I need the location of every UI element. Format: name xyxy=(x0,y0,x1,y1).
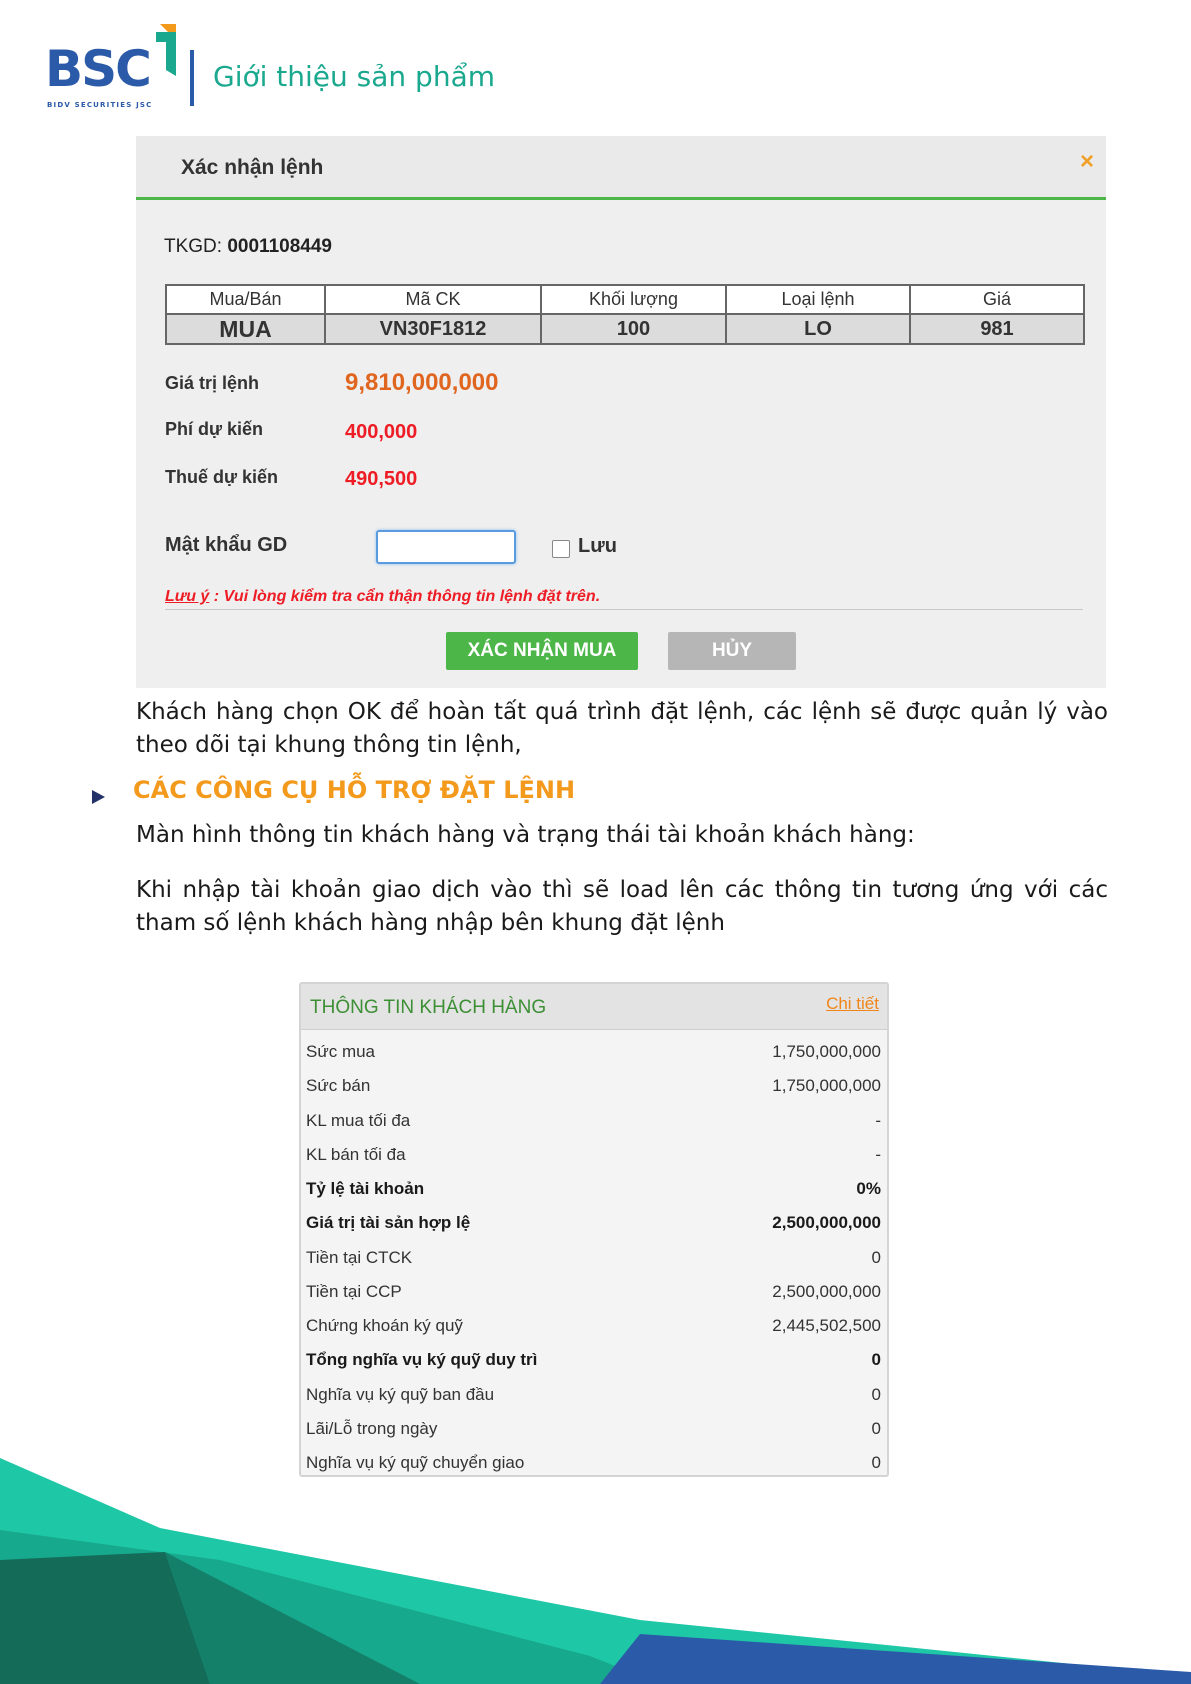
dialog-title: Xác nhận lệnh xyxy=(181,156,324,179)
list-item-value: 1,750,000,000 xyxy=(772,1076,881,1096)
tax-label: Thuế dự kiến xyxy=(165,467,279,487)
list-item-value: 2,500,000,000 xyxy=(772,1213,881,1233)
paragraph-order-complete: Khách hàng chọn OK để hoàn tất quá trình đặt lệnh, các lệnh sẽ được quản lý vào theo dõi tại khung thông tin lệnh, xyxy=(136,699,1108,758)
list-item-label: Nghĩa vụ ký quỹ ban đầu xyxy=(306,1384,495,1404)
cell-symbol: VN30F1812 xyxy=(325,314,541,344)
panel-title: THÔNG TIN KHÁCH HÀNG xyxy=(310,997,547,1018)
fee-value: 400,000 xyxy=(345,421,418,443)
detail-link[interactable]: Chi tiết xyxy=(826,994,879,1013)
list-item-label: Chứng khoán ký quỹ xyxy=(306,1316,463,1335)
col-header-side: Mua/Bán xyxy=(166,285,325,314)
confirm-buy-button[interactable]: XÁC NHẬN MUA xyxy=(446,632,638,670)
fee-label: Phí dự kiến xyxy=(165,419,264,439)
account-info xyxy=(164,236,332,258)
dialog-header xyxy=(136,136,1106,200)
logo-text: BSC xyxy=(45,40,150,98)
list-item-label: Tổng nghĩa vụ ký quỹ duy trì xyxy=(306,1350,538,1370)
list-item-value: - xyxy=(875,1110,881,1130)
table-header-row xyxy=(166,285,1084,314)
list-item xyxy=(301,1344,887,1378)
list-item-value: 0 xyxy=(871,1418,881,1438)
list-item-label: KL mua tối đa xyxy=(306,1110,411,1130)
cell-quantity: 100 xyxy=(541,314,726,344)
order-confirm-dialog xyxy=(136,136,1106,688)
bsc-logo-mark-icon xyxy=(150,24,182,76)
list-item xyxy=(301,1173,887,1207)
cell-side: MUA xyxy=(166,314,325,344)
list-item-label: Giá trị tài sản hợp lệ xyxy=(306,1213,471,1233)
list-item-label: Tiền tại CTCK xyxy=(306,1247,413,1267)
tax-value: 490,500 xyxy=(345,468,418,490)
list-item xyxy=(301,1070,887,1104)
list-item-value: 2,445,502,500 xyxy=(772,1316,881,1335)
list-item-label: Tỷ lệ tài khoản xyxy=(306,1179,425,1198)
save-password-checkbox[interactable] xyxy=(552,540,570,558)
list-item-label: Tiền tại CCP xyxy=(306,1281,402,1301)
list-item xyxy=(301,1207,887,1241)
cancel-button[interactable]: HỦY xyxy=(668,632,796,670)
paragraph-account-load: Khi nhập tài khoản giao dịch vào thì sẽ load lên các thông tin tương ứng với các tham số lệnh khách hàng nhập bên khung đặt lệnh xyxy=(136,877,1108,936)
table-row xyxy=(166,314,1084,344)
list-item-label: Sức mua xyxy=(306,1042,376,1061)
close-icon[interactable]: × xyxy=(1079,148,1094,175)
list-item-value: 0% xyxy=(856,1179,881,1198)
col-header-symbol: Mã CK xyxy=(325,285,541,314)
list-item-label: Nghĩa vụ ký quỹ chuyển giao xyxy=(306,1453,525,1472)
list-item xyxy=(301,1379,887,1413)
paragraph-customer-screen: Màn hình thông tin khách hàng và trạng thái tài khoản khách hàng: xyxy=(136,822,915,848)
password-label: Mật khẩu GD xyxy=(165,534,288,556)
col-header-quantity: Khối lượng xyxy=(541,285,726,314)
list-item-value: 1,750,000,000 xyxy=(772,1042,881,1061)
cell-price: 981 xyxy=(910,314,1084,344)
account-label: TKGD: xyxy=(164,236,223,257)
logo-subtitle: BIDV SECURITIES JSC xyxy=(47,101,153,109)
list-item xyxy=(301,1310,887,1344)
list-item xyxy=(301,1242,887,1276)
list-item-label: Lãi/Lỗ trong ngày xyxy=(306,1418,438,1438)
list-item-value: 0 xyxy=(871,1247,881,1267)
bsc-logo xyxy=(45,24,180,110)
list-item-value: 0 xyxy=(871,1350,881,1370)
bullet-arrow-icon xyxy=(92,790,105,804)
order-summary-table xyxy=(165,284,1085,345)
warning-note xyxy=(165,588,600,606)
list-item xyxy=(301,1139,887,1173)
section-title: CÁC CÔNG CỤ HỖ TRỢ ĐẶT LỆNH xyxy=(133,776,576,804)
page-header-title: Giới thiệu sản phẩm xyxy=(213,60,496,93)
customer-info-panel xyxy=(299,982,889,1477)
customer-info-list xyxy=(301,1036,887,1481)
list-item xyxy=(301,1036,887,1070)
note-prefix: Lưu ý xyxy=(165,588,210,605)
list-item-value: - xyxy=(875,1144,881,1164)
save-password-label[interactable]: Lưu xyxy=(578,535,617,557)
list-item-value: 2,500,000,000 xyxy=(772,1281,881,1301)
header-divider xyxy=(190,50,194,106)
list-item-value: 0 xyxy=(871,1384,881,1404)
account-number: 0001108449 xyxy=(227,236,332,257)
order-value: 9,810,000,000 xyxy=(345,369,499,396)
panel-header xyxy=(301,984,887,1030)
list-item-value: 0 xyxy=(871,1453,881,1472)
list-item-label: KL bán tối đa xyxy=(306,1144,406,1164)
note-divider xyxy=(165,609,1083,610)
list-item xyxy=(301,1105,887,1139)
trading-password-input[interactable] xyxy=(376,530,516,564)
list-item xyxy=(301,1276,887,1310)
note-text: : Vui lòng kiểm tra cẩn thận thông tin lệnh đặt trên. xyxy=(209,588,601,605)
col-header-price: Giá xyxy=(910,285,1084,314)
order-value-label: Giá trị lệnh xyxy=(165,373,260,393)
col-header-order-type: Loại lệnh xyxy=(726,285,910,314)
footer-decoration xyxy=(0,1440,1191,1684)
cell-order-type: LO xyxy=(726,314,910,344)
list-item-label: Sức bán xyxy=(306,1076,371,1096)
